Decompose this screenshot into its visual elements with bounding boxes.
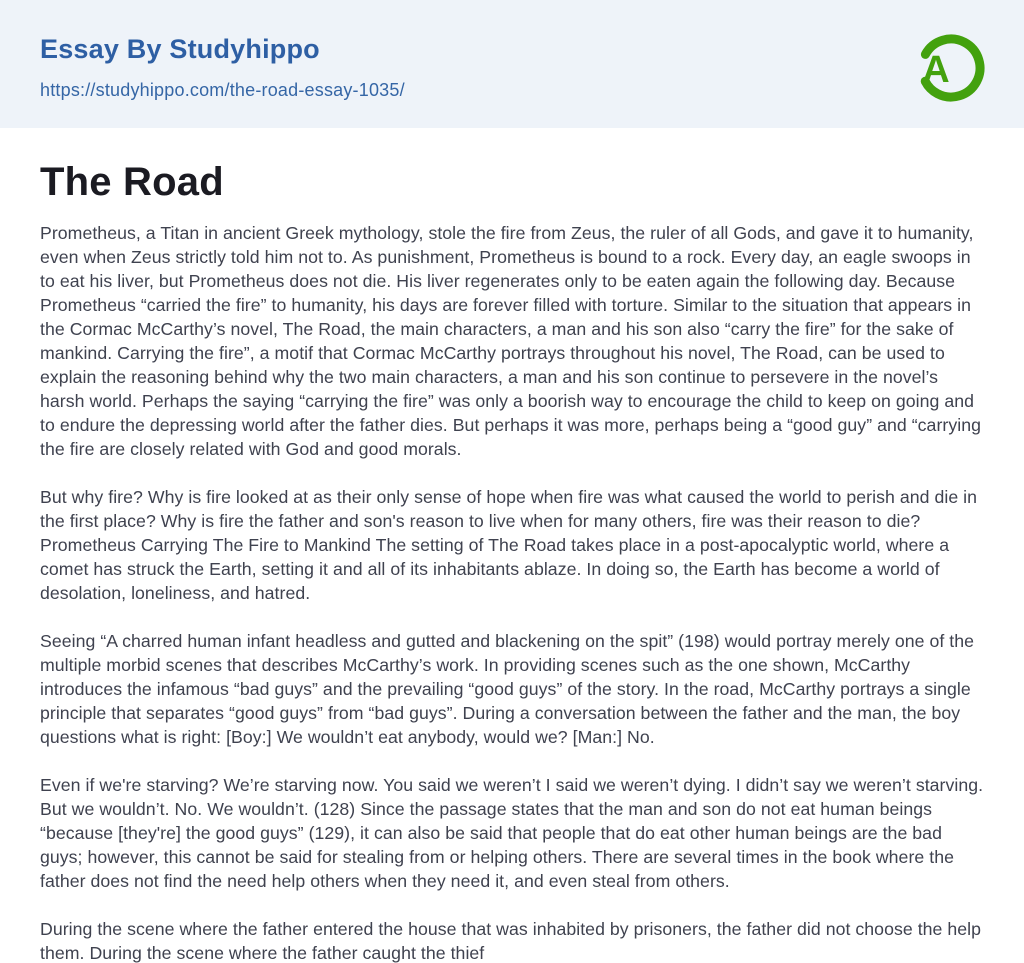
article-content bbox=[0, 128, 1024, 963]
article-title: The Road bbox=[40, 160, 224, 204]
article-paragraph: During the scene where the father entered the house that was inhabited by prisoners, the father did not choose the help them. During the scene where the father caught the thief bbox=[40, 919, 982, 963]
page-header bbox=[0, 0, 1024, 128]
article-paragraph: Even if we're starving? We’re starving now. You said we weren’t I said we weren’t dying. I didn’t say we weren’t starving. But we wouldn’t. No. We wouldn’t. (128) Since the passage states that the man and son do not eat human beings “because [they're] the good guys” (129), it can also be said that people that do eat other human beings are the bad guys; however, this cannot be said for stealing from or helping others. There are several times in the book where the father does not find the need help others when they need it, and even steal from others. bbox=[40, 775, 984, 891]
studyhippo-logo-icon[interactable] bbox=[908, 25, 988, 111]
article-body bbox=[40, 221, 984, 963]
article-paragraph: Seeing “A charred human infant headless and gutted and blackening on the spit” (198) would portray merely one of the multiple morbid scenes that describes McCarthy’s work. In providing scenes such as the one shown, McCarthy introduces the infamous “bad guys” and the prevailing “good guys” of the story. In the road, McCarthy portrays a single principle that separates “good guys” from “bad guys”. During a conversation between the father and the man, the boy questions what is right: [Boy:] We wouldn’t eat anybody, would we? [Man:] No. bbox=[40, 631, 974, 747]
header-text-block bbox=[40, 35, 405, 101]
source-url-link[interactable]: https://studyhippo.com/the-road-essay-1035/ bbox=[40, 79, 405, 100]
svg-text:A: A bbox=[922, 49, 950, 91]
site-byline-title: Essay By Studyhippo bbox=[40, 34, 320, 65]
article-paragraph: Prometheus, a Titan in ancient Greek mythology, stole the fire from Zeus, the ruler of all Gods, and gave it to humanity, even when Zeus strictly told him not to. As punishment, Prometheus is bound to a rock. Every day, an eagle swoops in to eat his liver, but Prometheus does not die. His liver regenerates only to be eaten again the following day. Because Prometheus “carried the fire” to humanity, his days are forever filled with torture. Similar to the situation that appears in the Cormac McCarthy’s novel, The Road, the main characters, a man and his son also “carry the fire” for the sake of mankind. Carrying the fire”, a motif that Cormac McCarthy portrays throughout his novel, The Road, can be used to explain the reasoning behind why the two main characters, a man and his son continue to persevere in the novel’s harsh world. Perhaps the saying “carrying the fire” was only a boorish way to encourage the child to keep on going and to endure the depressing world after the father dies. But perhaps it was more, perhaps being a “good guy” and “carrying the fire are closely related with God and good morals. bbox=[40, 223, 981, 459]
article-paragraph: But why fire? Why is fire looked at as their only sense of hope when fire was what caused the world to perish and die in the first place? Why is fire the father and son's reason to live when for many others, fire was their reason to die? Prometheus Carrying The Fire to Mankind The setting of The Road takes place in a post-apocalyptic world, where a comet has struck the Earth, setting it and all of its inhabitants ablaze. In doing so, the Earth has become a world of desolation, loneliness, and hatred. bbox=[40, 487, 978, 603]
